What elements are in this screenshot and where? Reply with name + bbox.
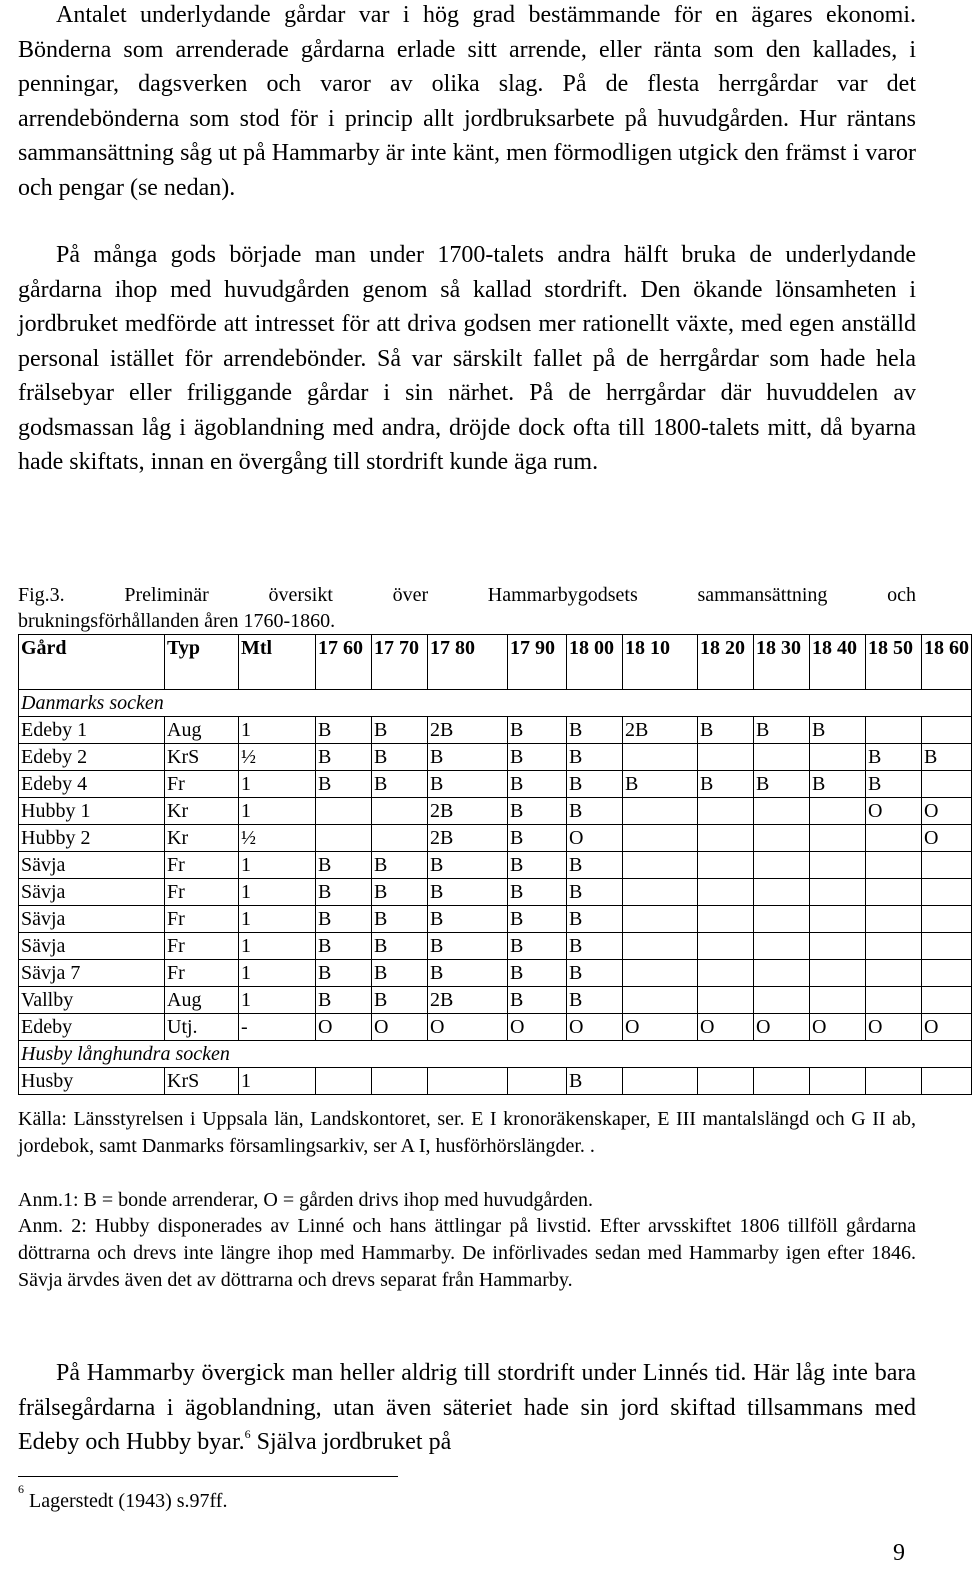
column-header: 18 00 [567,635,623,690]
table-cell [623,852,698,879]
table-row [19,744,972,771]
table-cell: B [698,771,754,798]
table-cell: 2B [428,798,508,825]
table-cell: O [567,825,623,852]
table-cell: B [372,987,428,1014]
table-cell: B [372,717,428,744]
table-cell: B [508,717,567,744]
farm-name-cell: Edeby 4 [19,771,165,798]
footnote-number: 6 [18,1482,24,1497]
table-cell [316,798,372,825]
table-cell: B [567,744,623,771]
table-row [19,825,972,852]
column-header: 17 60 [316,635,372,690]
table-row [19,1068,972,1095]
table-cell: 2B [623,717,698,744]
farm-name-cell: Edeby [19,1014,165,1041]
table-cell: 1 [239,1068,316,1095]
table-cell: 1 [239,906,316,933]
table-cell: B [372,879,428,906]
table-cell: 1 [239,717,316,744]
figure-caption-line-2: brukningsförhållanden åren 1760-1860. [18,610,336,632]
table-cell: Fr [165,879,239,906]
table-cell: B [567,879,623,906]
table-cell [922,717,972,744]
table-header-row [19,635,972,690]
table-cell: O [866,1014,922,1041]
column-header: 18 40 [810,635,866,690]
table-cell [810,906,866,933]
table-cell: B [698,717,754,744]
table-cell [623,987,698,1014]
table-row [19,1014,972,1041]
table-cell [922,771,972,798]
table-cell: O [922,798,972,825]
table-cell: B [508,879,567,906]
table-cell [754,987,810,1014]
farm-name-cell: Sävja [19,933,165,960]
table-row [19,987,972,1014]
table-cell: B [316,852,372,879]
table-cell: O [316,1014,372,1041]
table-row [19,771,972,798]
table-cell [698,879,754,906]
table-cell: Fr [165,933,239,960]
table-cell: B [567,906,623,933]
table-cell: B [316,744,372,771]
paragraph-2 [18,238,916,480]
table-row [19,852,972,879]
table-cell: 2B [428,825,508,852]
table-cell: B [754,771,810,798]
table-cell [372,825,428,852]
table-cell [698,906,754,933]
table-cell [866,879,922,906]
table-cell [698,987,754,1014]
section-row [19,1041,972,1068]
table-cell: Utj. [165,1014,239,1041]
table-cell: B [316,771,372,798]
table-cell: B [372,933,428,960]
table-cell: B [567,960,623,987]
table-cell [623,879,698,906]
table-cell [754,825,810,852]
table-cell [922,1068,972,1095]
table-cell [316,825,372,852]
column-header: 17 80 [428,635,508,690]
table-cell [866,933,922,960]
table-cell [754,906,810,933]
paragraph-3-text: På Hammarby övergick man heller aldrig till stordrift under Linnés tid. Här låg inte bara frälsegårdarna i ägoblandning, utan även säteriet hade sin jord skiftad tillsammans med Edeby och Hubby byar. [18,1360,916,1455]
table-cell [866,717,922,744]
table-cell: Kr [165,825,239,852]
table-cell: O [372,1014,428,1041]
table-cell: B [508,852,567,879]
table-cell [698,933,754,960]
table-cell [623,933,698,960]
table-cell: B [428,960,508,987]
column-header: Gård [19,635,165,690]
table-cell [698,1068,754,1095]
table-cell [922,906,972,933]
footnote [18,1482,228,1514]
table-cell [623,960,698,987]
column-header: 18 10 [623,635,698,690]
table-cell [508,1068,567,1095]
table-cell: 1 [239,960,316,987]
farm-name-cell: Sävja 7 [19,960,165,987]
farm-name-cell: Edeby 2 [19,744,165,771]
table-cell: B [754,717,810,744]
table-cell: Fr [165,906,239,933]
table-cell: B [372,744,428,771]
table-cell [372,798,428,825]
footnote-text: Lagerstedt (1943) s.97ff. [24,1490,228,1512]
table-cell: B [428,906,508,933]
table-cell: Fr [165,771,239,798]
table-cell: O [866,798,922,825]
paragraph-3 [18,1356,916,1460]
table-cell: B [316,960,372,987]
table-cell: ½ [239,744,316,771]
table-cell: Aug [165,987,239,1014]
table-cell: Fr [165,852,239,879]
farm-name-cell: Sävja [19,852,165,879]
table-cell [810,852,866,879]
table-cell [810,825,866,852]
table-cell: 1 [239,879,316,906]
table-cell: 1 [239,987,316,1014]
table-cell: B [508,798,567,825]
table-cell [866,1068,922,1095]
table-cell: O [698,1014,754,1041]
table-cell [810,798,866,825]
table-cell [754,879,810,906]
table-cell [754,798,810,825]
table-cell [754,852,810,879]
table-cell: KrS [165,1068,239,1095]
table-cell: 1 [239,771,316,798]
table-cell: - [239,1014,316,1041]
table-cell [372,1068,428,1095]
page-number: 9 [893,1540,905,1566]
table-cell: 2B [428,987,508,1014]
table-cell [623,744,698,771]
section-label: Danmarks socken [19,690,972,717]
table-cell [623,1068,698,1095]
table-cell [754,933,810,960]
table-cell: B [567,852,623,879]
table-cell [698,798,754,825]
table-cell: B [567,933,623,960]
table-cell [698,852,754,879]
paragraph-1-text: Antalet underlydande gårdar var i hög grad bestämmande för en ägares ekonomi. Bönderna som arrenderade gårdarna erlade sitt arrende, eller ränta som den kallades, i penningar, dagsverken och varor av olika slag. På de flesta herrgårdar var det arrendebönderna som stod för i princip allt jordbruksarbete på huvudgården. Hur räntans sammansättning såg ut på Hammarby är inte känt, men förmodligen utgick den främst i varor och pengar (se nedan). [18,2,916,201]
table-cell: B [866,744,922,771]
farm-name-cell: Sävja [19,906,165,933]
table-cell: B [508,906,567,933]
table-row [19,960,972,987]
table-cell [810,960,866,987]
table-cell [754,1068,810,1095]
table-cell: KrS [165,744,239,771]
column-header: 18 50 [866,635,922,690]
table-cell [428,1068,508,1095]
table-cell: Aug [165,717,239,744]
footnote-reference[interactable]: 6 [244,1427,251,1441]
table-cell: B [508,987,567,1014]
table-cell: B [372,852,428,879]
table-cell: Kr [165,798,239,825]
table-cell: B [623,771,698,798]
table-cell: B [508,771,567,798]
table-cell [866,906,922,933]
table-cell [623,825,698,852]
table-cell [316,1068,372,1095]
farm-name-cell: Hubby 1 [19,798,165,825]
table-cell [698,960,754,987]
table-cell: B [567,1068,623,1095]
paragraph-1 [18,0,916,205]
table-cell [922,933,972,960]
table-cell: B [567,798,623,825]
table-cell: O [922,825,972,852]
table-cell: B [922,744,972,771]
table-cell [922,960,972,987]
table-cell: B [372,771,428,798]
table-cell [866,852,922,879]
farm-name-cell: Husby [19,1068,165,1095]
table-row [19,906,972,933]
column-header: 17 90 [508,635,567,690]
table-cell: B [428,933,508,960]
table-cell: B [567,771,623,798]
table-cell: B [508,933,567,960]
farm-name-cell: Sävja [19,879,165,906]
column-header: 17 70 [372,635,428,690]
table-cell: B [428,879,508,906]
table-cell: B [508,960,567,987]
table-cell: B [316,933,372,960]
table-cell: O [567,1014,623,1041]
table-cell: 1 [239,933,316,960]
table-source: Källa: Länsstyrelsen i Uppsala län, Landskontoret, ser. E I kronoräkenskaper, E III mantalslängd och G II ab, jordebok, samt Danmarks församlingsarkiv, ser A I, husförhörslängder. . [18,1108,916,1157]
table-cell: 1 [239,852,316,879]
table-cell: B [508,744,567,771]
table-cell: Fr [165,960,239,987]
table-cell [623,798,698,825]
table-cell: B [372,906,428,933]
section-row [19,690,972,717]
column-header: 18 20 [698,635,754,690]
table-cell [922,879,972,906]
farm-name-cell: Edeby 1 [19,717,165,744]
column-header: 18 60 [922,635,972,690]
table-cell: B [428,771,508,798]
table-row [19,933,972,960]
table-cell: B [428,744,508,771]
table-cell: O [623,1014,698,1041]
table-note-1: Anm.1: B = bonde arrenderar, O = gården drivs ihop med huvudgården. [18,1189,593,1211]
farm-table [18,634,972,1095]
section-label: Husby långhundra socken [19,1041,972,1068]
table-cell [810,933,866,960]
paragraph-3-continuation: Själva jordbruket på [250,1429,452,1455]
farm-name-cell: Vallby [19,987,165,1014]
table-cell [810,744,866,771]
table-cell: B [866,771,922,798]
paragraph-2-text: På många gods började man under 1700-talets andra hälft bruka de underlydande gårdarna ihop med huvudgården genom så kallad stordrift. Den ökande lönsamheten i jordbruket medförde att intresset för att driva godsen mer rationellt växte, med egen anställd personal istället för arrendebönder. Så var särskilt fallet på de herrgårdar som hade hela frälsebyar eller friliggande gårdar i sin närhet. På de herrgårdar där huvuddelen av godsmassan låg i ägoblandning med andra, dröjde dock ofta till 1800-talets mitt, då byarna hade skiftats, innan en övergång till stordrift kunde äga rum. [18,242,916,475]
table-cell [810,987,866,1014]
table-cell [810,879,866,906]
figure-caption [18,582,916,634]
table-cell: B [316,879,372,906]
table-cell: B [316,906,372,933]
table-cell: B [567,987,623,1014]
table-cell [866,825,922,852]
table-cell: ½ [239,825,316,852]
column-header: Typ [165,635,239,690]
table-cell [922,987,972,1014]
table-cell: O [922,1014,972,1041]
farm-name-cell: Hubby 2 [19,825,165,852]
column-header: 18 30 [754,635,810,690]
table-cell: 2B [428,717,508,744]
table-cell: B [508,825,567,852]
table-cell: B [316,717,372,744]
table-cell: B [428,852,508,879]
table-cell: B [316,987,372,1014]
column-header: Mtl [239,635,316,690]
table-cell: B [810,771,866,798]
table-cell [698,825,754,852]
table-cell [866,960,922,987]
figure-caption-line-1: Fig.3. Preliminär översikt över Hammarbygodsets sammansättning och [18,584,916,606]
table-cell [754,744,810,771]
table-cell: O [810,1014,866,1041]
footnote-separator [18,1476,398,1477]
table-row [19,798,972,825]
table-cell: 1 [239,798,316,825]
table-row [19,717,972,744]
table-cell: O [508,1014,567,1041]
table-cell [698,744,754,771]
table-cell: O [428,1014,508,1041]
table-note-2: Anm. 2: Hubby disponerades av Linné och hans ättlingar på livstid. Efter arvsskiftet 1806 tillföll gårdarna döttrarna och drevs inte längre ihop med Hammarby. De införlivades sedan med Hammarby igen efter 1846. Sävja ärvdes även det av döttrarna och drevs separat från Hammarby. [18,1215,916,1291]
table-cell: O [754,1014,810,1041]
table-cell [866,987,922,1014]
table-cell [623,906,698,933]
table-cell: B [810,717,866,744]
table-cell [922,852,972,879]
table-cell: B [567,717,623,744]
table-row [19,879,972,906]
table-cell [810,1068,866,1095]
table-cell [754,960,810,987]
table-cell: B [372,960,428,987]
